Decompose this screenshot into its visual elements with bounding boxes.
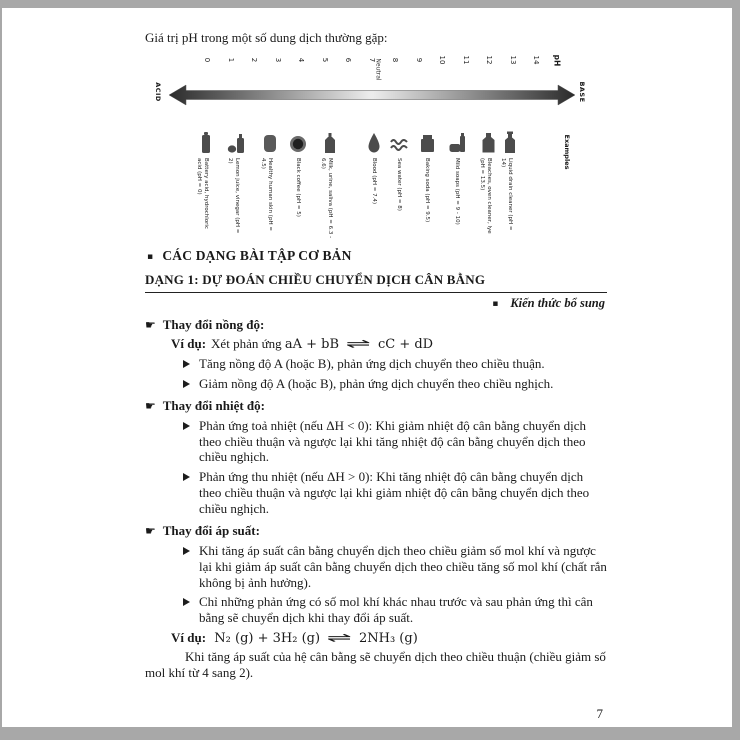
intro-text: Giá trị pH trong một số dung dịch thường gặp: bbox=[145, 30, 388, 45]
bullet-item bbox=[183, 418, 607, 466]
ph-item-label: Battery acid, hydrochloric acid (pH = 0) bbox=[196, 158, 209, 229]
sea-water-icon bbox=[389, 130, 409, 156]
page-number: 7 bbox=[596, 705, 603, 721]
base-label: BASE bbox=[578, 81, 586, 103]
ph-item-label: Mild soaps (pH = 9 - 10) bbox=[454, 158, 460, 225]
note-heading bbox=[145, 296, 605, 311]
ph-item bbox=[446, 130, 468, 242]
ph-tick: 10 bbox=[438, 55, 446, 65]
bullet-text: Phản ứng toả nhiệt (nếu ΔH < 0): Khi giảm nhiệt độ cân bằng chuyển dịch theo chiều thuận và ngược lại khi tăng nhiệt độ cân bằng chuyển dịch theo chiều nghịch. bbox=[199, 417, 587, 465]
square-bullet-icon: ▪ bbox=[492, 299, 499, 309]
ph-item bbox=[259, 130, 281, 242]
ph-tick: 11 bbox=[462, 55, 470, 65]
example-line bbox=[171, 630, 607, 646]
blood-icon bbox=[364, 130, 384, 156]
example-label: Ví dụ: bbox=[171, 630, 207, 646]
ph-item bbox=[363, 130, 385, 242]
bullet-item bbox=[183, 594, 607, 626]
black-coffee-icon bbox=[288, 130, 308, 156]
ph-item-label: Blood (pH = 7.4) bbox=[371, 158, 377, 205]
ph-axis-label: pH bbox=[552, 54, 562, 67]
ph-tick: 1 bbox=[227, 57, 235, 63]
example-line bbox=[171, 336, 607, 352]
bleach-icon bbox=[479, 130, 499, 156]
ph-tick: 9 bbox=[415, 57, 423, 63]
ph-item bbox=[287, 130, 309, 242]
bullet-text: Chỉ những phản ứng có số mol khí khác nhau trước và sau phản ứng thì cân bằng sẽ chuyển dịch khi thay đổi áp suất. bbox=[199, 594, 593, 626]
section-heading-text: CÁC DẠNG BÀI TẬP CƠ BẢN bbox=[162, 248, 352, 263]
ph-tick: 0 bbox=[203, 57, 211, 63]
example-label: Ví dụ: bbox=[171, 336, 207, 351]
ph-item bbox=[388, 130, 410, 242]
dang1-heading: DẠNG 1: DỰ ĐOÁN CHIỀU CHUYỂN DỊCH CÂN BẰNG bbox=[145, 270, 607, 293]
page-content bbox=[145, 30, 607, 722]
ph-tick: 5 bbox=[321, 57, 329, 63]
ph-item-label: Bleaches, oven cleaner, lye (pH = 13.5) bbox=[479, 158, 492, 234]
ph-item bbox=[195, 130, 217, 242]
section-title bbox=[145, 523, 607, 539]
arrow-bullet-icon bbox=[183, 360, 190, 368]
section-concentration bbox=[145, 317, 607, 392]
ph-item-label: Milk, urine, saliva (pH = 6.3 - 6.6) bbox=[320, 158, 333, 239]
ph-scale-inner bbox=[154, 48, 597, 244]
arrow-bullet-icon bbox=[183, 598, 190, 606]
closing-paragraph: Khi tăng áp suất của hệ cân bằng sẽ chuyển dịch theo chiều thuận (chiều giảm số mol khí từ 4 sang 2). bbox=[145, 649, 606, 681]
equation-lhs: aA + bB bbox=[284, 337, 340, 352]
arrow-bullet-icon bbox=[183, 547, 190, 555]
section-temperature bbox=[145, 398, 607, 517]
section-title bbox=[145, 317, 607, 333]
ph-item bbox=[478, 130, 500, 242]
bullet-text: Tăng nồng độ A (hoặc B), phản ứng dịch chuyển theo chiều thuận. bbox=[199, 356, 545, 371]
arrow-bullet-icon bbox=[183, 380, 190, 388]
hand-pointer-icon: ☛ bbox=[145, 318, 156, 332]
drain-cleaner-icon bbox=[500, 130, 520, 156]
equation-rhs: 2NH₃ (g) bbox=[358, 631, 418, 647]
section-title-text: Thay đổi nhiệt độ: bbox=[162, 397, 265, 413]
milk-icon bbox=[320, 130, 340, 156]
note-heading-text: Kiến thức bổ sung bbox=[510, 296, 605, 310]
soap-icon bbox=[447, 130, 467, 156]
document-page bbox=[2, 8, 732, 727]
ph-item-label: Liquid drain cleaner (pH = 14) bbox=[500, 158, 513, 231]
ph-item-label: Baking soda (pH = 9.5) bbox=[424, 158, 430, 223]
bullet-item bbox=[183, 469, 607, 517]
ph-tick: 6 bbox=[344, 57, 352, 63]
lemon-juice-icon bbox=[227, 130, 247, 156]
ph-tick: 4 bbox=[297, 57, 305, 63]
skin-icon bbox=[260, 130, 280, 156]
arrow-bullet-icon bbox=[183, 473, 190, 481]
ph-item bbox=[499, 130, 521, 242]
ph-item-label: Sea water (pH = 8) bbox=[396, 158, 402, 211]
hand-pointer-icon: ☛ bbox=[145, 398, 156, 413]
ph-tick: 3 bbox=[274, 57, 282, 63]
ph-tick: 7 bbox=[368, 57, 376, 63]
section-title bbox=[145, 398, 607, 414]
equilibrium-arrow-icon: ⇌ bbox=[345, 337, 372, 352]
bullet-text: Khi tăng áp suất cân bằng chuyển dịch theo chiều giảm số mol khí và ngược lại khi giảm áp suất cân bằng chuyển dịch theo chiều tăng số mol khí (chất rắn không bị ảnh hưởng). bbox=[199, 542, 607, 590]
bullet-item bbox=[183, 356, 607, 372]
ph-tick: 14 bbox=[532, 55, 540, 65]
hand-pointer-icon: ☛ bbox=[145, 523, 156, 538]
ph-item-label: Healthy human skin (pH = 4.5) bbox=[260, 158, 273, 231]
section-title-text: Thay đổi áp suất: bbox=[162, 522, 260, 538]
ph-item-label: Lemon juice, vinegar (pH = 2) bbox=[227, 158, 240, 234]
ph-item bbox=[226, 130, 248, 242]
baking-soda-icon bbox=[417, 130, 437, 156]
ph-item-label: Black coffee (pH = 5) bbox=[295, 158, 301, 217]
example-prefix: Xét phản ứng bbox=[211, 336, 282, 351]
ph-tick: 12 bbox=[485, 55, 493, 65]
neutral-label: Neutral bbox=[374, 58, 382, 81]
square-bullet-icon: ▪ bbox=[147, 252, 154, 262]
section-pressure bbox=[145, 523, 607, 682]
equation-rhs: cC + dD bbox=[377, 337, 434, 352]
ph-tick: 2 bbox=[250, 57, 258, 63]
ph-tick: 13 bbox=[509, 55, 517, 65]
ph-tick: 8 bbox=[391, 57, 399, 63]
examples-label: Examples bbox=[563, 134, 571, 170]
bullet-item bbox=[183, 543, 607, 591]
bullet-text: Giảm nồng độ A (hoặc B), phản ứng dịch chuyển theo chiều nghịch. bbox=[199, 375, 554, 391]
bullet-item bbox=[183, 376, 607, 392]
equilibrium-arrow-icon: ⇌ bbox=[326, 631, 353, 647]
ph-scale-figure bbox=[145, 48, 607, 244]
section-heading-main bbox=[147, 248, 607, 264]
acid-label: ACID bbox=[154, 82, 162, 102]
section-title-text: Thay đổi nồng độ: bbox=[162, 317, 265, 332]
equation-lhs: N₂ (g) + 3H₂ (g) bbox=[214, 631, 321, 647]
bullet-text: Phản ứng thu nhiệt (nếu ΔH > 0): Khi tăng nhiệt độ cân bằng chuyển dịch theo chiều thuận và ngược lại khi giảm nhiệt độ cân bằng chuyển dịch theo chiều nghịch. bbox=[199, 469, 590, 517]
ph-gradient-arrow bbox=[169, 84, 575, 106]
battery-icon bbox=[196, 130, 216, 156]
ph-item bbox=[319, 130, 341, 242]
ph-item bbox=[416, 130, 438, 242]
arrow-bullet-icon bbox=[183, 422, 190, 430]
